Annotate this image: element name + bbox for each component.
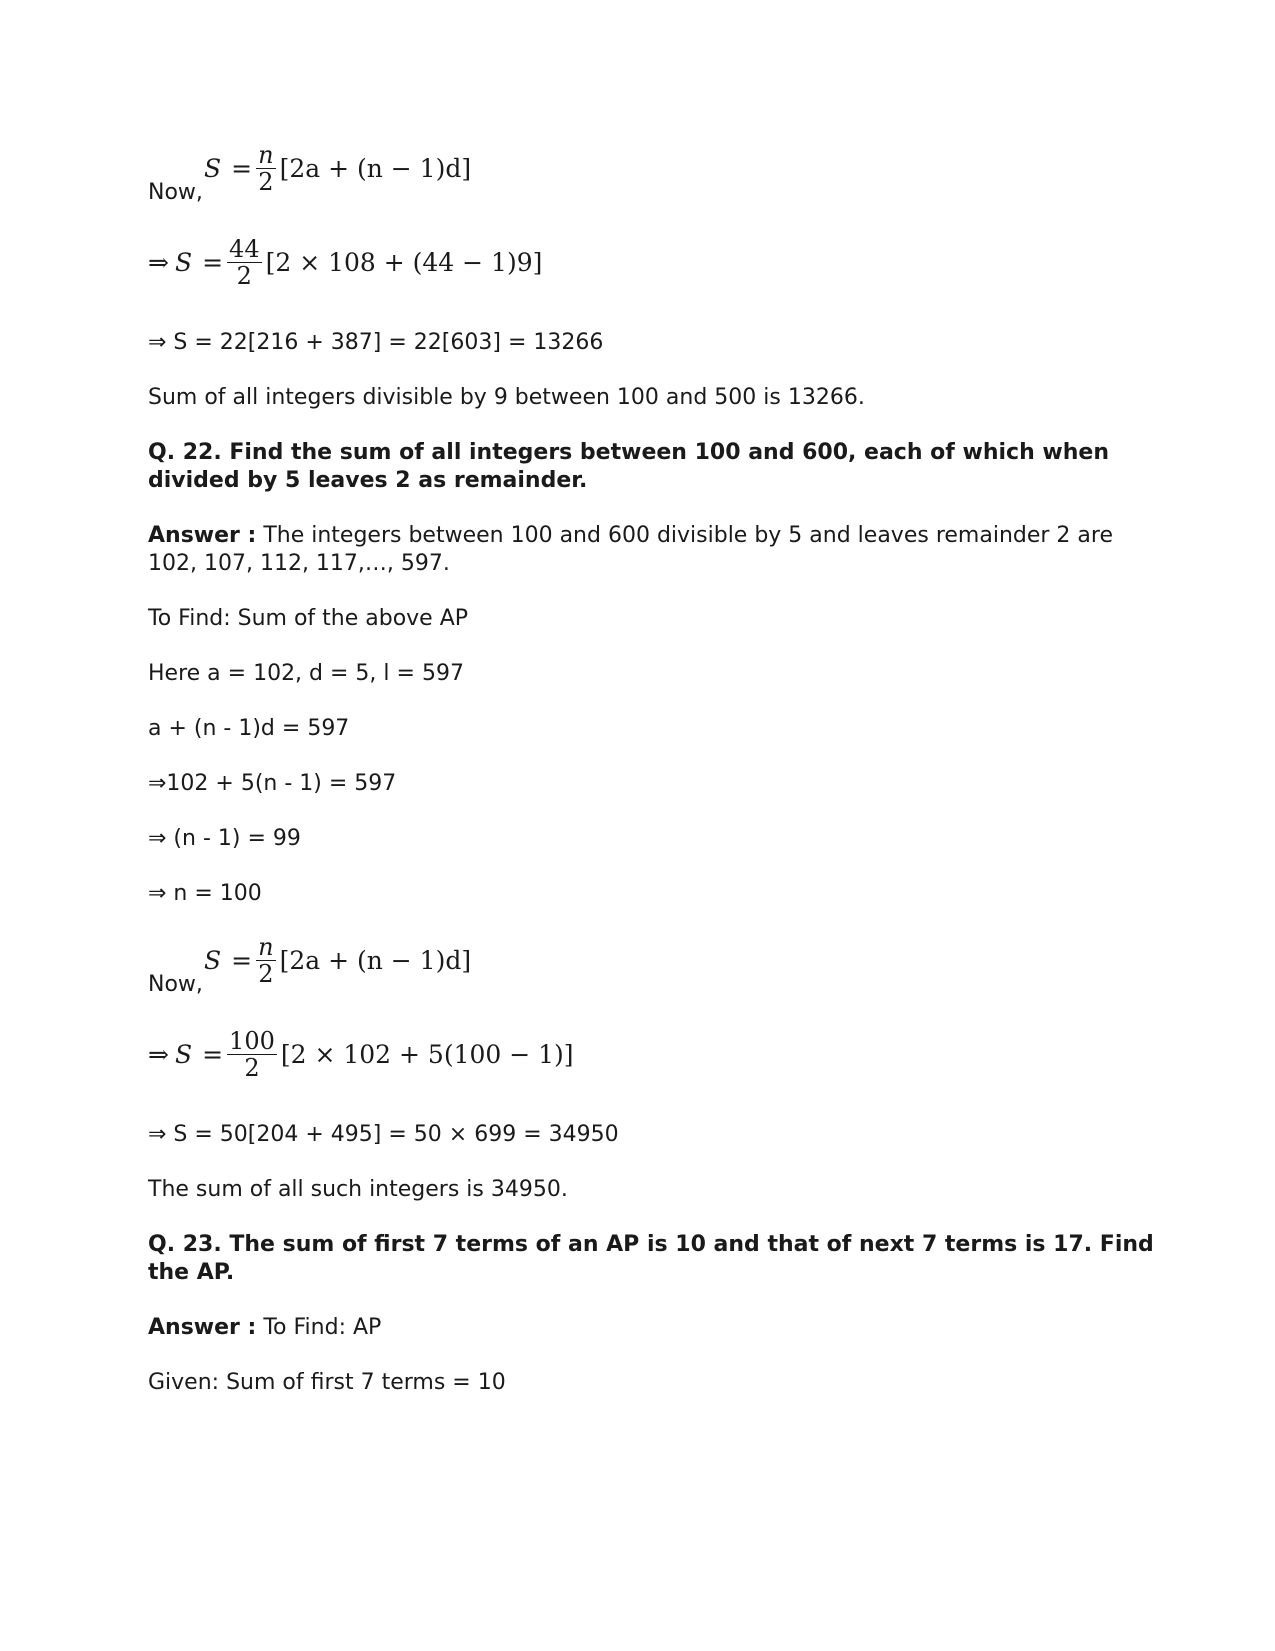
formula-fraction	[256, 934, 275, 987]
fraction-denominator: 2	[258, 168, 274, 196]
question-22-line-2: divided by 5 leaves 2 as remainder.	[148, 468, 588, 493]
now-label: Now,	[148, 972, 203, 997]
formula-fraction	[256, 142, 275, 195]
answer-22-line-2: 102, 107, 112, 117,…, 597.	[148, 551, 450, 576]
formula-eq: =	[231, 946, 253, 975]
now-label: Now,	[148, 180, 203, 205]
answer-label: Answer :	[148, 1315, 257, 1340]
formula-block-3	[148, 934, 648, 1004]
step-line-2: ⇒102 + 5(n - 1) = 597	[148, 771, 397, 796]
conclusion-line: The sum of all such integers is 34950.	[148, 1177, 568, 1202]
implies-arrow: ⇒	[148, 1040, 169, 1069]
sub-lhs: S	[174, 1040, 193, 1069]
step-line-3: ⇒ (n - 1) = 99	[148, 826, 301, 851]
sub-fraction	[227, 236, 262, 289]
fraction-numerator: 100	[229, 1027, 275, 1055]
answer-label: Answer :	[148, 523, 257, 548]
answer-text: The integers between 100 and 600 divisible by 5 and leaves remainder 2 are	[256, 523, 1113, 548]
formula-block-1	[148, 142, 648, 212]
conclusion-line: Sum of all integers divisible by 9 between 100 and 500 is 13266.	[148, 385, 865, 410]
sum-substitution	[148, 236, 542, 289]
given-values-line: Here a = 102, d = 5, l = 597	[148, 661, 464, 686]
question-22-line-1: Q. 22. Find the sum of all integers between 100 and 600, each of which when	[148, 440, 1109, 465]
sum-formula	[204, 142, 471, 195]
fraction-numerator: n	[258, 141, 274, 169]
sum-substitution	[148, 1028, 574, 1081]
formula-block-2	[148, 236, 648, 306]
step-line-1: a + (n - 1)d = 597	[148, 716, 350, 741]
fraction-denominator: 2	[258, 960, 274, 988]
sub-bracket: [2 × 102 + 5(100 − 1)]	[280, 1040, 574, 1069]
sub-eq: =	[202, 1040, 224, 1069]
sub-fraction	[227, 1028, 277, 1081]
result-line: ⇒ S = 50[204 + 495] = 50 × 699 = 34950	[148, 1122, 619, 1147]
sub-eq: =	[202, 248, 224, 277]
answer-text: To Find: AP	[256, 1315, 382, 1340]
implies-arrow: ⇒	[148, 248, 169, 277]
result-line: ⇒ S = 22[216 + 387] = 22[603] = 13266	[148, 330, 604, 355]
step-line-4: ⇒ n = 100	[148, 881, 262, 906]
formula-bracket: [2a + (n − 1)d]	[279, 946, 472, 975]
fraction-numerator: 44	[229, 235, 260, 263]
formula-eq: =	[231, 154, 253, 183]
answer-22-line-1	[148, 521, 1113, 551]
fraction-denominator: 2	[244, 1054, 260, 1082]
sub-lhs: S	[174, 248, 193, 277]
to-find-line: To Find: Sum of the above AP	[148, 606, 469, 631]
sum-formula	[204, 934, 471, 987]
given-line: Given: Sum of first 7 terms = 10	[148, 1370, 506, 1395]
question-23-line-2: the AP.	[148, 1260, 235, 1285]
question-23-line-1: Q. 23. The sum of first 7 terms of an AP is 10 and that of next 7 terms is 17. Find	[148, 1232, 1154, 1257]
formula-bracket: [2a + (n − 1)d]	[279, 154, 472, 183]
formula-block-4	[148, 1028, 708, 1098]
fraction-denominator: 2	[236, 262, 252, 290]
formula-lhs: S	[204, 154, 222, 183]
formula-lhs: S	[204, 946, 222, 975]
answer-23-line	[148, 1313, 381, 1343]
sub-bracket: [2 × 108 + (44 − 1)9]	[265, 248, 543, 277]
fraction-numerator: n	[258, 933, 274, 961]
